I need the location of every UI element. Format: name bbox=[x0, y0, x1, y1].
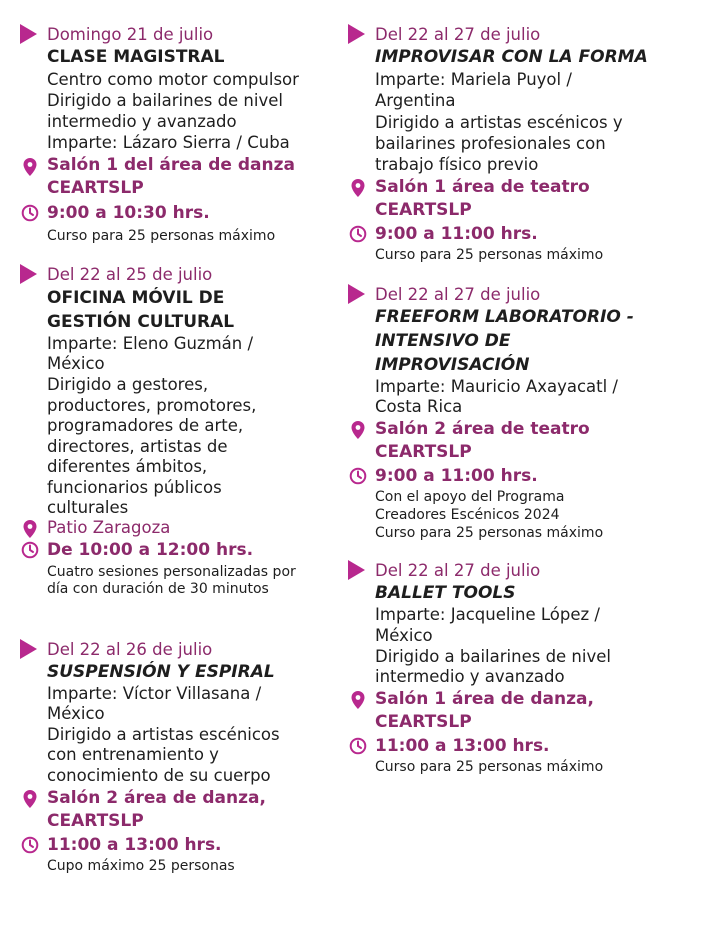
event-date: Del 22 al 25 de julio bbox=[47, 265, 213, 284]
event-venue: Salón 2 área de teatro bbox=[375, 419, 590, 439]
location-pin-icon bbox=[22, 519, 38, 539]
triangle-marker-icon bbox=[348, 24, 365, 44]
event-note: Cupo máximo 25 personas bbox=[47, 858, 235, 874]
event-note: Curso para 25 personas máximo bbox=[47, 228, 276, 244]
event-detail-line: directores, artistas de bbox=[47, 437, 228, 456]
event-detail-line: Imparte: Víctor Villasana / bbox=[47, 684, 262, 703]
event-venue: Salón 1 área de teatro bbox=[375, 177, 590, 197]
event-title: IMPROVISAR CON LA FORMA bbox=[375, 47, 648, 67]
location-pin-icon bbox=[350, 178, 366, 198]
event-detail-line: intermedio y avanzado bbox=[47, 112, 237, 131]
event-detail-line: Costa Rica bbox=[375, 397, 463, 416]
event-detail-line: intermedio y avanzado bbox=[375, 667, 565, 686]
event-detail-line: Imparte: Eleno Guzmán / bbox=[47, 334, 254, 353]
clock-icon bbox=[349, 737, 367, 755]
event-title: SUSPENSIÓN Y ESPIRAL bbox=[47, 662, 275, 682]
event-time: 11:00 a 13:00 hrs. bbox=[375, 736, 550, 756]
event-venue: CEARTSLP bbox=[375, 442, 472, 462]
event-detail-line: Imparte: Jacqueline López / bbox=[375, 605, 600, 624]
event-note: Curso para 25 personas máximo bbox=[375, 247, 604, 263]
event-title: IMPROVISACIÓN bbox=[375, 355, 530, 375]
location-pin-icon bbox=[22, 157, 38, 177]
event-detail-line: conocimiento de su cuerpo bbox=[47, 766, 271, 785]
event-note: Curso para 25 personas máximo bbox=[375, 525, 604, 541]
event-detail-line: bailarines profesionales con bbox=[375, 134, 606, 153]
event-note: Cuatro sesiones personalizadas por bbox=[47, 564, 296, 580]
event-card bbox=[20, 639, 340, 879]
event-venue: CEARTSLP bbox=[375, 200, 472, 220]
triangle-marker-icon bbox=[20, 639, 37, 659]
event-title: FREEFORM LABORATORIO - bbox=[375, 307, 634, 327]
event-date: Del 22 al 26 de julio bbox=[47, 640, 213, 659]
event-detail-line: trabajo físico previo bbox=[375, 155, 539, 174]
event-title: INTENSIVO DE bbox=[375, 331, 511, 351]
location-pin-icon bbox=[22, 789, 38, 809]
event-card bbox=[348, 24, 698, 274]
event-note: Con el apoyo del Programa bbox=[375, 489, 565, 505]
event-detail-line: Imparte: Mariela Puyol / bbox=[375, 70, 572, 89]
event-date: Del 22 al 27 de julio bbox=[375, 285, 541, 304]
clock-icon bbox=[21, 836, 39, 854]
event-detail-line: México bbox=[47, 354, 105, 373]
event-detail-line: México bbox=[47, 704, 105, 723]
event-time: 9:00 a 11:00 hrs. bbox=[375, 466, 538, 486]
event-detail-line: con entrenamiento y bbox=[47, 745, 219, 764]
event-note: Creadores Escénicos 2024 bbox=[375, 507, 560, 523]
event-title: CLASE MAGISTRAL bbox=[47, 47, 225, 67]
event-detail-line: Argentina bbox=[375, 91, 456, 110]
event-detail-line: Centro como motor compulsor bbox=[47, 70, 299, 89]
event-card bbox=[20, 264, 350, 604]
clock-icon bbox=[21, 541, 39, 559]
event-venue: CEARTSLP bbox=[47, 178, 144, 198]
event-detail-line: culturales bbox=[47, 498, 129, 517]
event-detail-line: Imparte: Lázaro Sierra / Cuba bbox=[47, 133, 290, 152]
event-date: Del 22 al 27 de julio bbox=[375, 25, 541, 44]
event-detail-line: Dirigido a artistas escénicos y bbox=[375, 113, 623, 132]
event-detail-line: Dirigido a artistas escénicos bbox=[47, 725, 280, 744]
event-venue: CEARTSLP bbox=[375, 712, 472, 732]
event-date: Domingo 21 de julio bbox=[47, 25, 214, 44]
event-time: 9:00 a 10:30 hrs. bbox=[47, 203, 210, 223]
clock-icon bbox=[21, 204, 39, 222]
event-time: 11:00 a 13:00 hrs. bbox=[47, 835, 222, 855]
event-detail-line: Dirigido a gestores, bbox=[47, 375, 209, 394]
event-time: 9:00 a 11:00 hrs. bbox=[375, 224, 538, 244]
event-detail-line: México bbox=[375, 626, 433, 645]
event-venue: Patio Zaragoza bbox=[47, 518, 171, 537]
event-venue: CEARTSLP bbox=[47, 811, 144, 831]
event-title: OFICINA MÓVIL DE bbox=[47, 288, 225, 308]
event-venue: Salón 1 del área de danza bbox=[47, 155, 295, 175]
event-detail-line: Dirigido a bailarines de nivel bbox=[47, 91, 283, 110]
event-detail-line: Dirigido a bailarines de nivel bbox=[375, 647, 611, 666]
event-detail-line: programadores de arte, bbox=[47, 416, 244, 435]
event-detail-line: Imparte: Mauricio Axayacatl / bbox=[375, 377, 618, 396]
event-note: día con duración de 30 minutos bbox=[47, 581, 269, 597]
event-detail-line: productores, promotores, bbox=[47, 396, 257, 415]
event-venue: Salón 2 área de danza, bbox=[47, 788, 266, 808]
event-detail-line: funcionarios públicos bbox=[47, 478, 222, 497]
clock-icon bbox=[349, 225, 367, 243]
event-title: GESTIÓN CULTURAL bbox=[47, 312, 235, 332]
location-pin-icon bbox=[350, 690, 366, 710]
triangle-marker-icon bbox=[20, 24, 37, 44]
triangle-marker-icon bbox=[348, 560, 365, 580]
event-detail-line: diferentes ámbitos, bbox=[47, 457, 208, 476]
event-time: De 10:00 a 12:00 hrs. bbox=[47, 540, 254, 560]
event-title: BALLET TOOLS bbox=[375, 583, 516, 603]
event-note: Curso para 25 personas máximo bbox=[375, 759, 604, 775]
location-pin-icon bbox=[350, 420, 366, 440]
triangle-marker-icon bbox=[20, 264, 37, 284]
event-date: Del 22 al 27 de julio bbox=[375, 561, 541, 580]
event-card bbox=[20, 24, 340, 254]
event-card bbox=[348, 560, 698, 780]
event-venue: Salón 1 área de danza, bbox=[375, 689, 594, 709]
clock-icon bbox=[349, 467, 367, 485]
event-card bbox=[348, 284, 698, 546]
triangle-marker-icon bbox=[348, 284, 365, 304]
